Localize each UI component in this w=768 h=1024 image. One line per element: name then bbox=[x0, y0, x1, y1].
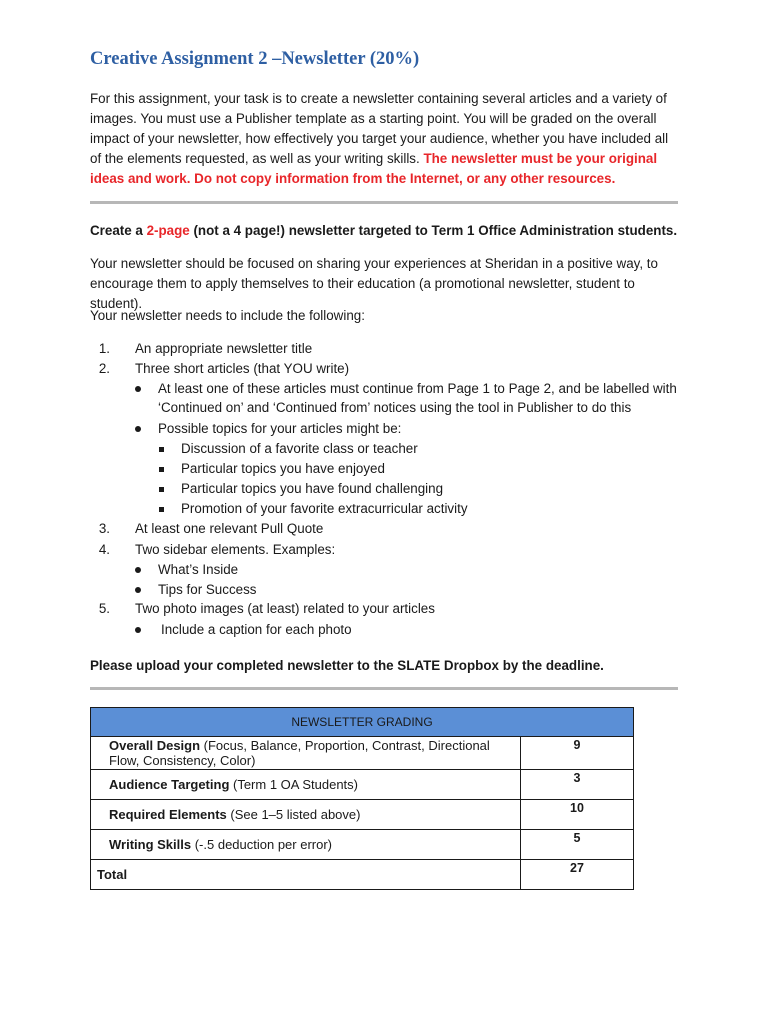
page-count-highlight: 2-page bbox=[146, 223, 190, 238]
table-header-row bbox=[91, 708, 634, 737]
total-score: 27 bbox=[521, 860, 634, 890]
list-text: Include a caption for each photo bbox=[161, 622, 352, 637]
table-row bbox=[91, 830, 634, 860]
list-number: 2. bbox=[98, 361, 110, 376]
upload-instruction: Please upload your completed newsletter to the SLATE Dropbox by the deadline. bbox=[90, 658, 604, 673]
bullet-icon bbox=[135, 627, 141, 633]
list-text: Particular topics you have found challenging bbox=[181, 481, 444, 496]
score-cell: 5 bbox=[521, 830, 634, 860]
divider-bottom bbox=[90, 687, 678, 690]
criteria-cell bbox=[91, 830, 521, 860]
intro-text: For this assignment, your task is to create a newsletter containing several articles and a variety of images. You must use a Publisher template as a starting point. You will be graded on the overall impact of your newsletter, how effectively you target your audience, whether you have included all of the elements requested, as well as your writing skills. bbox=[90, 91, 669, 166]
list-text: Promotion of your favorite extracurricular activity bbox=[181, 501, 468, 516]
square-bullet-icon bbox=[159, 447, 164, 452]
list-number: 5. bbox=[98, 601, 110, 616]
list-number: 4. bbox=[98, 542, 110, 557]
create-instruction bbox=[90, 221, 680, 241]
list-text: Possible topics for your articles might be: bbox=[158, 421, 402, 436]
square-bullet-icon bbox=[159, 507, 164, 512]
bullet-icon bbox=[135, 426, 141, 432]
list-text: Tips for Success bbox=[158, 582, 257, 597]
originality-warning: The newsletter must be your original ideas and work. Do not copy information from the Internet, or any other resources. bbox=[90, 151, 658, 186]
criteria-detail: (Focus, Balance, Proportion, Contrast, Directional Flow, Consistency, Color) bbox=[109, 738, 490, 768]
list-text: Two photo images (at least) related to your articles bbox=[135, 601, 435, 616]
criteria-cell bbox=[91, 770, 521, 800]
list-text: ‘Continued on’ and ‘Continued from’ notices using the tool in Publisher to do this bbox=[158, 400, 632, 415]
table-total-row bbox=[91, 860, 634, 890]
score-cell: 3 bbox=[521, 770, 634, 800]
criteria-label: Writing Skills bbox=[109, 837, 192, 852]
square-bullet-icon bbox=[159, 487, 164, 492]
bullet-icon bbox=[135, 386, 141, 392]
square-bullet-icon bbox=[159, 467, 164, 472]
list-text: At least one relevant Pull Quote bbox=[135, 521, 324, 536]
criteria-label: Overall Design bbox=[109, 738, 201, 753]
criteria-detail: (Term 1 OA Students) bbox=[229, 777, 358, 792]
list-number: 3. bbox=[98, 521, 110, 536]
create-prefix: Create a bbox=[90, 223, 147, 238]
page-title: Creative Assignment 2 –Newsletter (20%) bbox=[90, 49, 420, 69]
criteria-label: Audience Targeting bbox=[109, 777, 230, 792]
criteria-detail: (-.5 deduction per error) bbox=[191, 837, 333, 852]
list-text: Three short articles (that YOU write) bbox=[135, 361, 350, 376]
divider-top bbox=[90, 201, 678, 204]
list-text: What’s Inside bbox=[158, 562, 239, 577]
score-cell: 10 bbox=[521, 800, 634, 830]
criteria-cell bbox=[91, 800, 521, 830]
table-row bbox=[91, 770, 634, 800]
list-text: Particular topics you have enjoyed bbox=[181, 461, 385, 476]
create-suffix: (not a 4 page!) newsletter targeted to Term 1 Office Administration students. bbox=[189, 223, 678, 238]
score-cell: 9 bbox=[521, 737, 634, 770]
bullet-icon bbox=[135, 567, 141, 573]
table-row bbox=[91, 737, 634, 770]
bullet-icon bbox=[135, 587, 141, 593]
intro-paragraph bbox=[90, 89, 680, 189]
grading-header: NEWSLETTER GRADING bbox=[91, 708, 634, 737]
criteria-cell bbox=[91, 737, 521, 770]
list-number: 1. bbox=[98, 341, 110, 356]
criteria-label: Required Elements bbox=[109, 807, 227, 822]
list-text: Two sidebar elements. Examples: bbox=[135, 542, 336, 557]
criteria-detail: (See 1–5 listed above) bbox=[226, 807, 361, 822]
list-text: Discussion of a favorite class or teacher bbox=[181, 441, 418, 456]
focus-paragraph: Your newsletter should be focused on sharing your experiences at Sheridan in a positive way, to encourage them to apply themselves to their education (a promotional newsletter, student to student). bbox=[90, 256, 658, 311]
table-row bbox=[91, 800, 634, 830]
list-text: At least one of these articles must continue from Page 1 to Page 2, and be labelled with bbox=[158, 381, 677, 396]
grading-table bbox=[90, 707, 634, 890]
total-label: Total bbox=[91, 860, 521, 890]
list-text: An appropriate newsletter title bbox=[135, 341, 313, 356]
include-intro: Your newsletter needs to include the following: bbox=[90, 308, 365, 323]
